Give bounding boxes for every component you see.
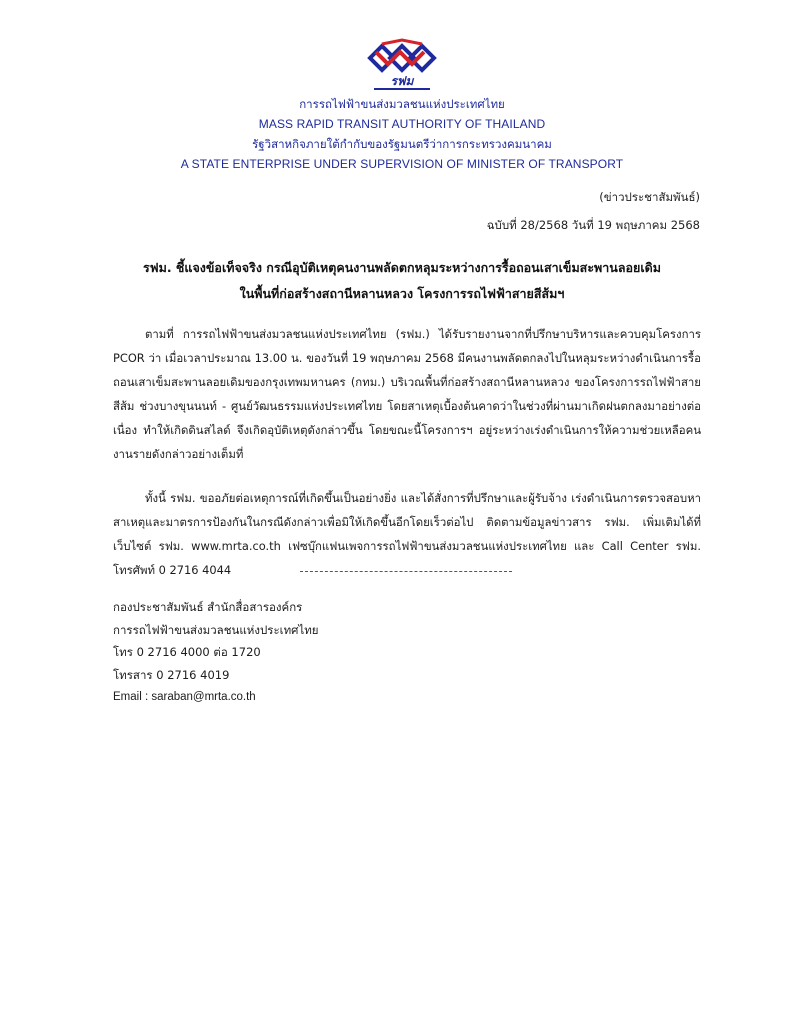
title-line-2: ในพื้นที่ก่อสร้างสถานีหลานหลวง โครงการรถไฟฟ้าสายสีส้มฯ [239,286,565,301]
issue-number-date: ฉบับที่ 28/2568 วันที่ 19 พฤษภาคม 2568 [486,218,700,232]
org-name-english: MASS RAPID TRANSIT AUTHORITY OF THAILAND [258,117,546,131]
footer-department: กองประชาสัมพันธ์ สำนักสื่อสารองค์กร [113,600,303,614]
press-release-title [0,255,804,307]
title-line-1: รฟม. ชี้แจงข้อเท็จจริง กรณีอุบัติเหตุคนงานพลัดตกหลุมระหว่างการรื้อถอนเสาเข็มสะพานลอยเดิม [143,260,661,275]
organization-header [0,94,804,174]
body-paragraph-1: ตามที่ การรถไฟฟ้าขนส่งมวลชนแห่งประเทศไทย (รฟม.) ได้รับรายงานจากที่ปรึกษาบริหารและควบคุมโครงการ PCOR ว่า เมื่อเวลาประมาณ 13.00 น. ของวันที่ 19 พฤษภาคม 2568 มีคนงานพลัดตกลงไปในหลุมระหว่างดำเนินการรื้อถอนเสาเข็มสะพานลอยเดิมของกรุงเทพมหานคร (กทม.) บริเวณพื้นที่ก่อสร้างสถานีหลานหลวง ของโครงการรถไฟฟ้าสายสีส้ม ช่วงบางขุนนนท์ - ศูนย์วัฒนธรรมแห่งประเทศไทย โดยสาเหตุเบื้องต้นคาดว่าในช่วงที่ผ่านมาเกิดฝนตกลงมาอย่างต่อเนื่อง ทำให้เกิดดินสไลด์ จึงเกิดอุบัติเหตุดังกล่าวขึ้น โดยขณะนี้โครงการฯ อยู่ระหว่างเร่งดำเนินการให้ความช่วยเหลือคนงานรายดังกล่าวอย่างเต็มที่ [113,327,701,461]
supervision-english: A STATE ENTERPRISE UNDER SUPERVISION OF MINISTER OF TRANSPORT [180,157,624,171]
supervision-thai: รัฐวิสาหกิจภายใต้กำกับของรัฐมนตรีว่าการกระทรวงคมนาคม [252,137,552,151]
contact-footer [113,596,673,709]
logo-text: รฟม [390,74,414,88]
footer-phone: โทร 0 2716 4000 ต่อ 1720 [113,645,261,659]
footer-organization: การรถไฟฟ้าขนส่งมวลชนแห่งประเทศไทย [113,622,319,637]
press-release-body [113,322,701,602]
mrta-logo-icon [356,38,448,92]
footer-fax: โทรสาร 0 2716 4019 [113,667,230,682]
footer-email: Email : saraban@mrta.co.th [113,691,256,703]
org-name-thai: การรถไฟฟ้าขนส่งมวลชนแห่งประเทศไทย [299,97,505,111]
section-divider [300,571,512,572]
document-type: (ข่าวประชาสัมพันธ์) [599,190,700,204]
body-paragraph-2: ทั้งนี้ รฟม. ขออภัยต่อเหตุการณ์ที่เกิดขึ้นเป็นอย่างยิ่ง และได้สั่งการที่ปรึกษาและผู้รับจ้าง เร่งดำเนินการตรวจสอบหาสาเหตุและมาตรการป้องกันในกรณีดังกล่าวเพื่อมิให้เกิดขึ้นอีกโดยเร็วต่อไป ติดตามข้อมูลข่าวสาร รฟม. เพิ่มเติมได้ที่เว็บไซต์ รฟม. www.mrta.co.th เฟซบุ๊กแฟนเพจการรถไฟฟ้าขนส่งมวลชนแห่งประเทศไทย และ Call Center รฟม. โทรศัพท์ 0 2716 4044 [113,491,701,577]
document-meta [487,183,700,239]
mrta-logo [356,38,448,92]
